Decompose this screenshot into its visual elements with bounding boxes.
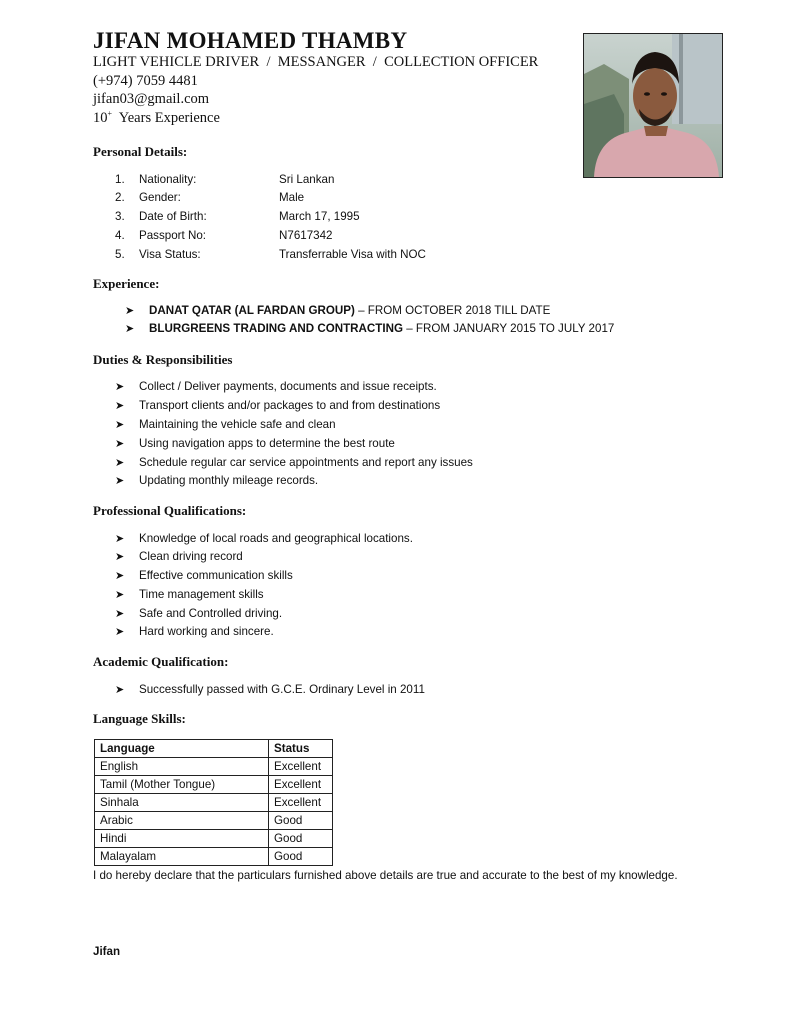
table-header-row — [95, 740, 333, 758]
academic-text: Successfully passed with G.C.E. Ordinary Level in 2011 — [139, 683, 425, 696]
status-cell: Excellent — [269, 776, 333, 794]
status-cell: Good — [269, 848, 333, 866]
table-row — [95, 776, 333, 794]
duty-text: Maintaining the vehicle safe and clean — [139, 418, 336, 431]
employment-period: – FROM JANUARY 2015 TO JULY 2017 — [402, 322, 615, 335]
column-header-language: Language — [95, 740, 269, 758]
arrowhead-bullet-icon: ➤ — [115, 381, 125, 393]
item-number: 2. — [115, 191, 125, 204]
language-cell: Arabic — [95, 812, 269, 830]
table-row — [95, 848, 333, 866]
company-name: BLURGREENS TRADING AND CONTRACTING — [149, 322, 403, 335]
arrowhead-bullet-icon: ➤ — [125, 305, 135, 317]
arrowhead-bullet-icon: ➤ — [115, 589, 125, 601]
experience-number: 10 — [93, 109, 108, 126]
item-number: 3. — [115, 210, 125, 223]
item-number: 1. — [115, 173, 125, 186]
arrowhead-bullet-icon: ➤ — [115, 419, 125, 431]
qualification-text: Clean driving record — [139, 550, 243, 563]
arrowhead-bullet-icon: ➤ — [115, 438, 125, 450]
language-skills-table — [94, 739, 333, 866]
declaration-text: I do hereby declare that the particulars furnished above details are true and accurate to the best of my knowledge. — [93, 869, 678, 882]
experience-plus: + — [107, 109, 113, 118]
qualification-text: Hard working and sincere. — [139, 625, 274, 638]
status-cell: Excellent — [269, 758, 333, 776]
column-header-status: Status — [269, 740, 333, 758]
arrowhead-bullet-icon: ➤ — [115, 570, 125, 582]
item-value: Transferrable Visa with NOC — [279, 248, 426, 261]
status-cell: Excellent — [269, 794, 333, 812]
duty-text: Using navigation apps to determine the best route — [139, 437, 395, 450]
phone-number: (+974) 7059 4481 — [93, 73, 198, 89]
years-experience — [93, 109, 220, 127]
status-cell: Good — [269, 812, 333, 830]
table-row — [95, 794, 333, 812]
duty-text: Collect / Deliver payments, documents and issue receipts. — [139, 380, 437, 393]
table-row — [95, 830, 333, 848]
language-cell: Hindi — [95, 830, 269, 848]
item-label: Date of Birth: — [139, 210, 207, 223]
personal-details-heading: Personal Details: — [93, 144, 188, 159]
qualification-text: Knowledge of local roads and geographical locations. — [139, 532, 413, 545]
table-row — [95, 758, 333, 776]
duty-text: Updating monthly mileage records. — [139, 474, 319, 487]
arrowhead-bullet-icon: ➤ — [115, 551, 125, 563]
email-address: jifan03@gmail.com — [93, 91, 210, 107]
item-label: Visa Status: — [139, 248, 201, 261]
arrowhead-bullet-icon: ➤ — [115, 533, 125, 545]
qualification-text: Effective communication skills — [139, 569, 293, 582]
arrowhead-bullet-icon: ➤ — [115, 608, 125, 620]
language-cell: Tamil (Mother Tongue) — [95, 776, 269, 794]
candidate-name: JIFAN MOHAMED THAMBY — [93, 28, 408, 53]
professional-qualifications-heading: Professional Qualifications: — [93, 503, 247, 518]
item-value: Sri Lankan — [279, 173, 335, 186]
duties-heading: Duties & Responsibilities — [93, 352, 233, 367]
arrowhead-bullet-icon: ➤ — [115, 457, 125, 469]
employment-period: – FROM OCTOBER 2018 TILL DATE — [354, 304, 551, 317]
experience-heading: Experience: — [93, 276, 160, 291]
item-number: 4. — [115, 229, 125, 242]
duty-text: Transport clients and/or packages to and from destinations — [139, 399, 441, 412]
language-skills-heading: Language Skills: — [93, 711, 186, 726]
item-number: 5. — [115, 248, 125, 261]
language-cell: English — [95, 758, 269, 776]
arrowhead-bullet-icon: ➤ — [115, 626, 125, 638]
academic-qualification-heading: Academic Qualification: — [93, 654, 229, 669]
company-name: DANAT QATAR (AL FARDAN GROUP) — [149, 304, 355, 317]
arrowhead-bullet-icon: ➤ — [115, 475, 125, 487]
arrowhead-bullet-icon: ➤ — [125, 323, 135, 335]
job-titles: LIGHT VEHICLE DRIVER / MESSANGER / COLLECTION OFFICER — [93, 54, 539, 70]
experience-text: Years Experience — [112, 109, 220, 126]
item-label: Gender: — [139, 191, 181, 204]
arrowhead-bullet-icon: ➤ — [115, 684, 125, 696]
item-label: Nationality: — [139, 173, 197, 186]
language-cell: Sinhala — [95, 794, 269, 812]
arrowhead-bullet-icon: ➤ — [115, 400, 125, 412]
status-cell: Good — [269, 830, 333, 848]
item-value: Male — [279, 191, 305, 204]
qualification-text: Safe and Controlled driving. — [139, 607, 283, 620]
qualification-text: Time management skills — [139, 588, 264, 601]
language-cell: Malayalam — [95, 848, 269, 866]
table-row — [95, 812, 333, 830]
profile-photo-image — [584, 34, 722, 177]
duty-text: Schedule regular car service appointments and report any issues — [139, 456, 473, 469]
signature-name: Jifan — [93, 945, 121, 958]
profile-photo — [583, 33, 723, 178]
item-label: Passport No: — [139, 229, 207, 242]
item-value: March 17, 1995 — [279, 210, 360, 223]
item-value: N7617342 — [279, 229, 333, 242]
